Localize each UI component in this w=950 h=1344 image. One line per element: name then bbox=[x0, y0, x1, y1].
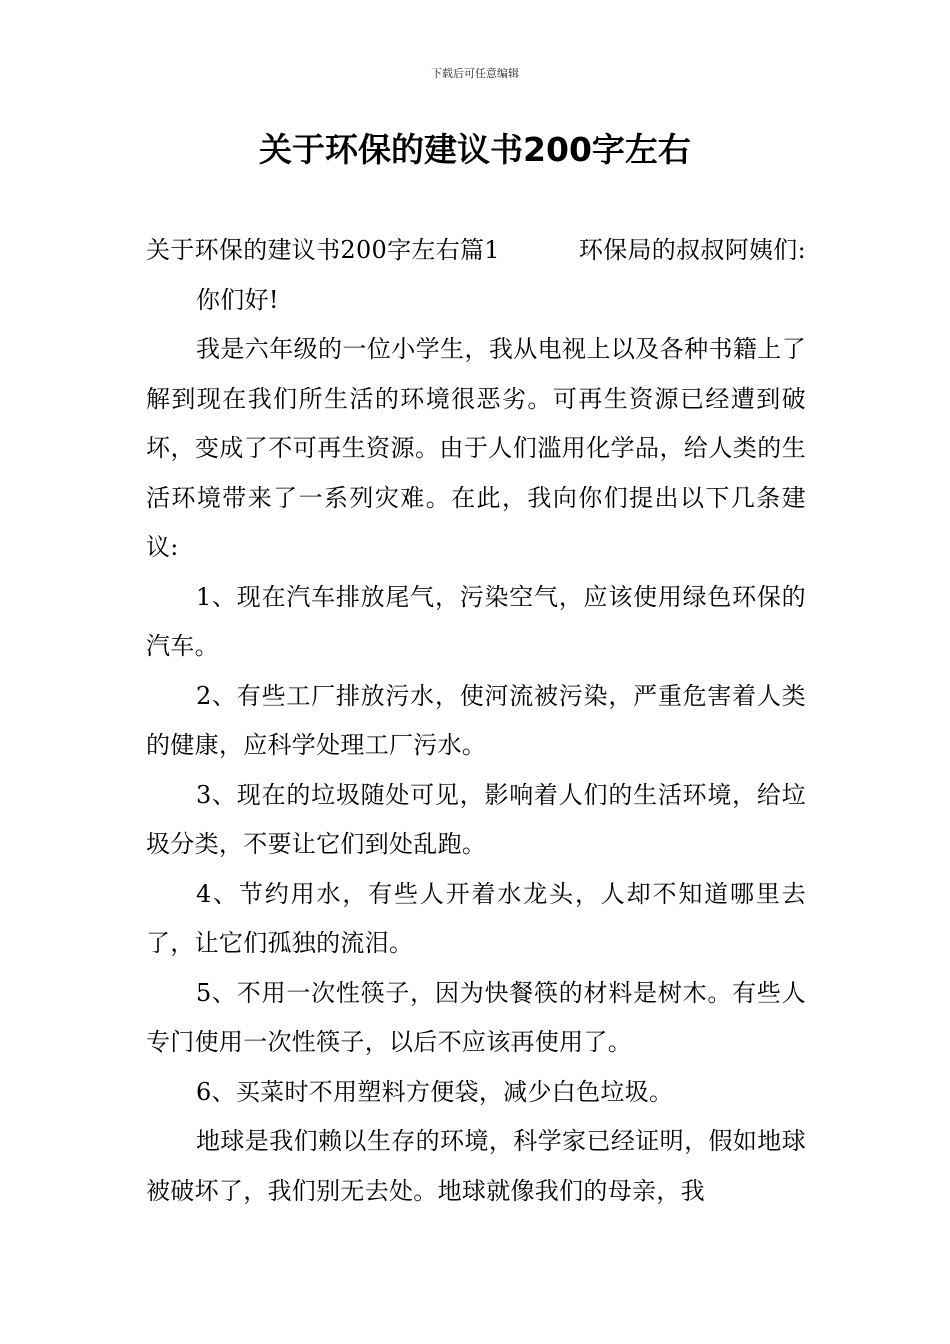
suggestion-3: 3、现在的垃圾随处可见，影响着人们的生活环境，给垃圾分类，不要让它们到处乱跑。 bbox=[146, 780, 806, 858]
document-body bbox=[146, 226, 806, 1216]
suggestion-6: 6、买菜时不用塑料方便袋，减少白色垃圾。 bbox=[196, 1077, 674, 1106]
section-heading: 关于环保的建议书200字左右篇1 bbox=[146, 236, 500, 264]
suggestion-2: 2、有些工厂排放污水，使河流被污染，严重危害着人类的健康，应科学处理工厂污水。 bbox=[146, 681, 806, 759]
suggestion-5: 5、不用一次性筷子，因为快餐筷的材料是树木。有些人专门使用一次性筷子，以后不应该再使用了。 bbox=[146, 978, 806, 1056]
paragraph-closing: 地球是我们赖以生存的环境，科学家已经证明，假如地球被破坏了，我们别无去处。地球就像我们的母亲，我 bbox=[146, 1127, 806, 1205]
salutation: 环保局的叔叔阿姨们: bbox=[578, 236, 806, 264]
header-note: 下载后可任意编辑 bbox=[431, 67, 519, 80]
paragraph-intro: 我是六年级的一位小学生，我从电视上以及各种书籍上了解到现在我们所生活的环境很恶劣。可再生资源已经遭到破坏，变成了不可再生资源。由于人们滥用化学品，给人类的生活环境带来了一系列灾难。在此，我向你们提出以下几条建议: bbox=[146, 335, 806, 561]
suggestion-4: 4、节约用水，有些人开着水龙头，人却不知道哪里去了，让它们孤独的流泪。 bbox=[146, 879, 806, 957]
paragraph-greeting: 你们好! bbox=[196, 285, 279, 314]
intro-line bbox=[146, 226, 806, 276]
suggestion-1: 1、现在汽车排放尾气，污染空气，应该使用绿色环保的汽车。 bbox=[146, 582, 806, 660]
page-title: 关于环保的建议书200字左右 bbox=[259, 130, 691, 169]
